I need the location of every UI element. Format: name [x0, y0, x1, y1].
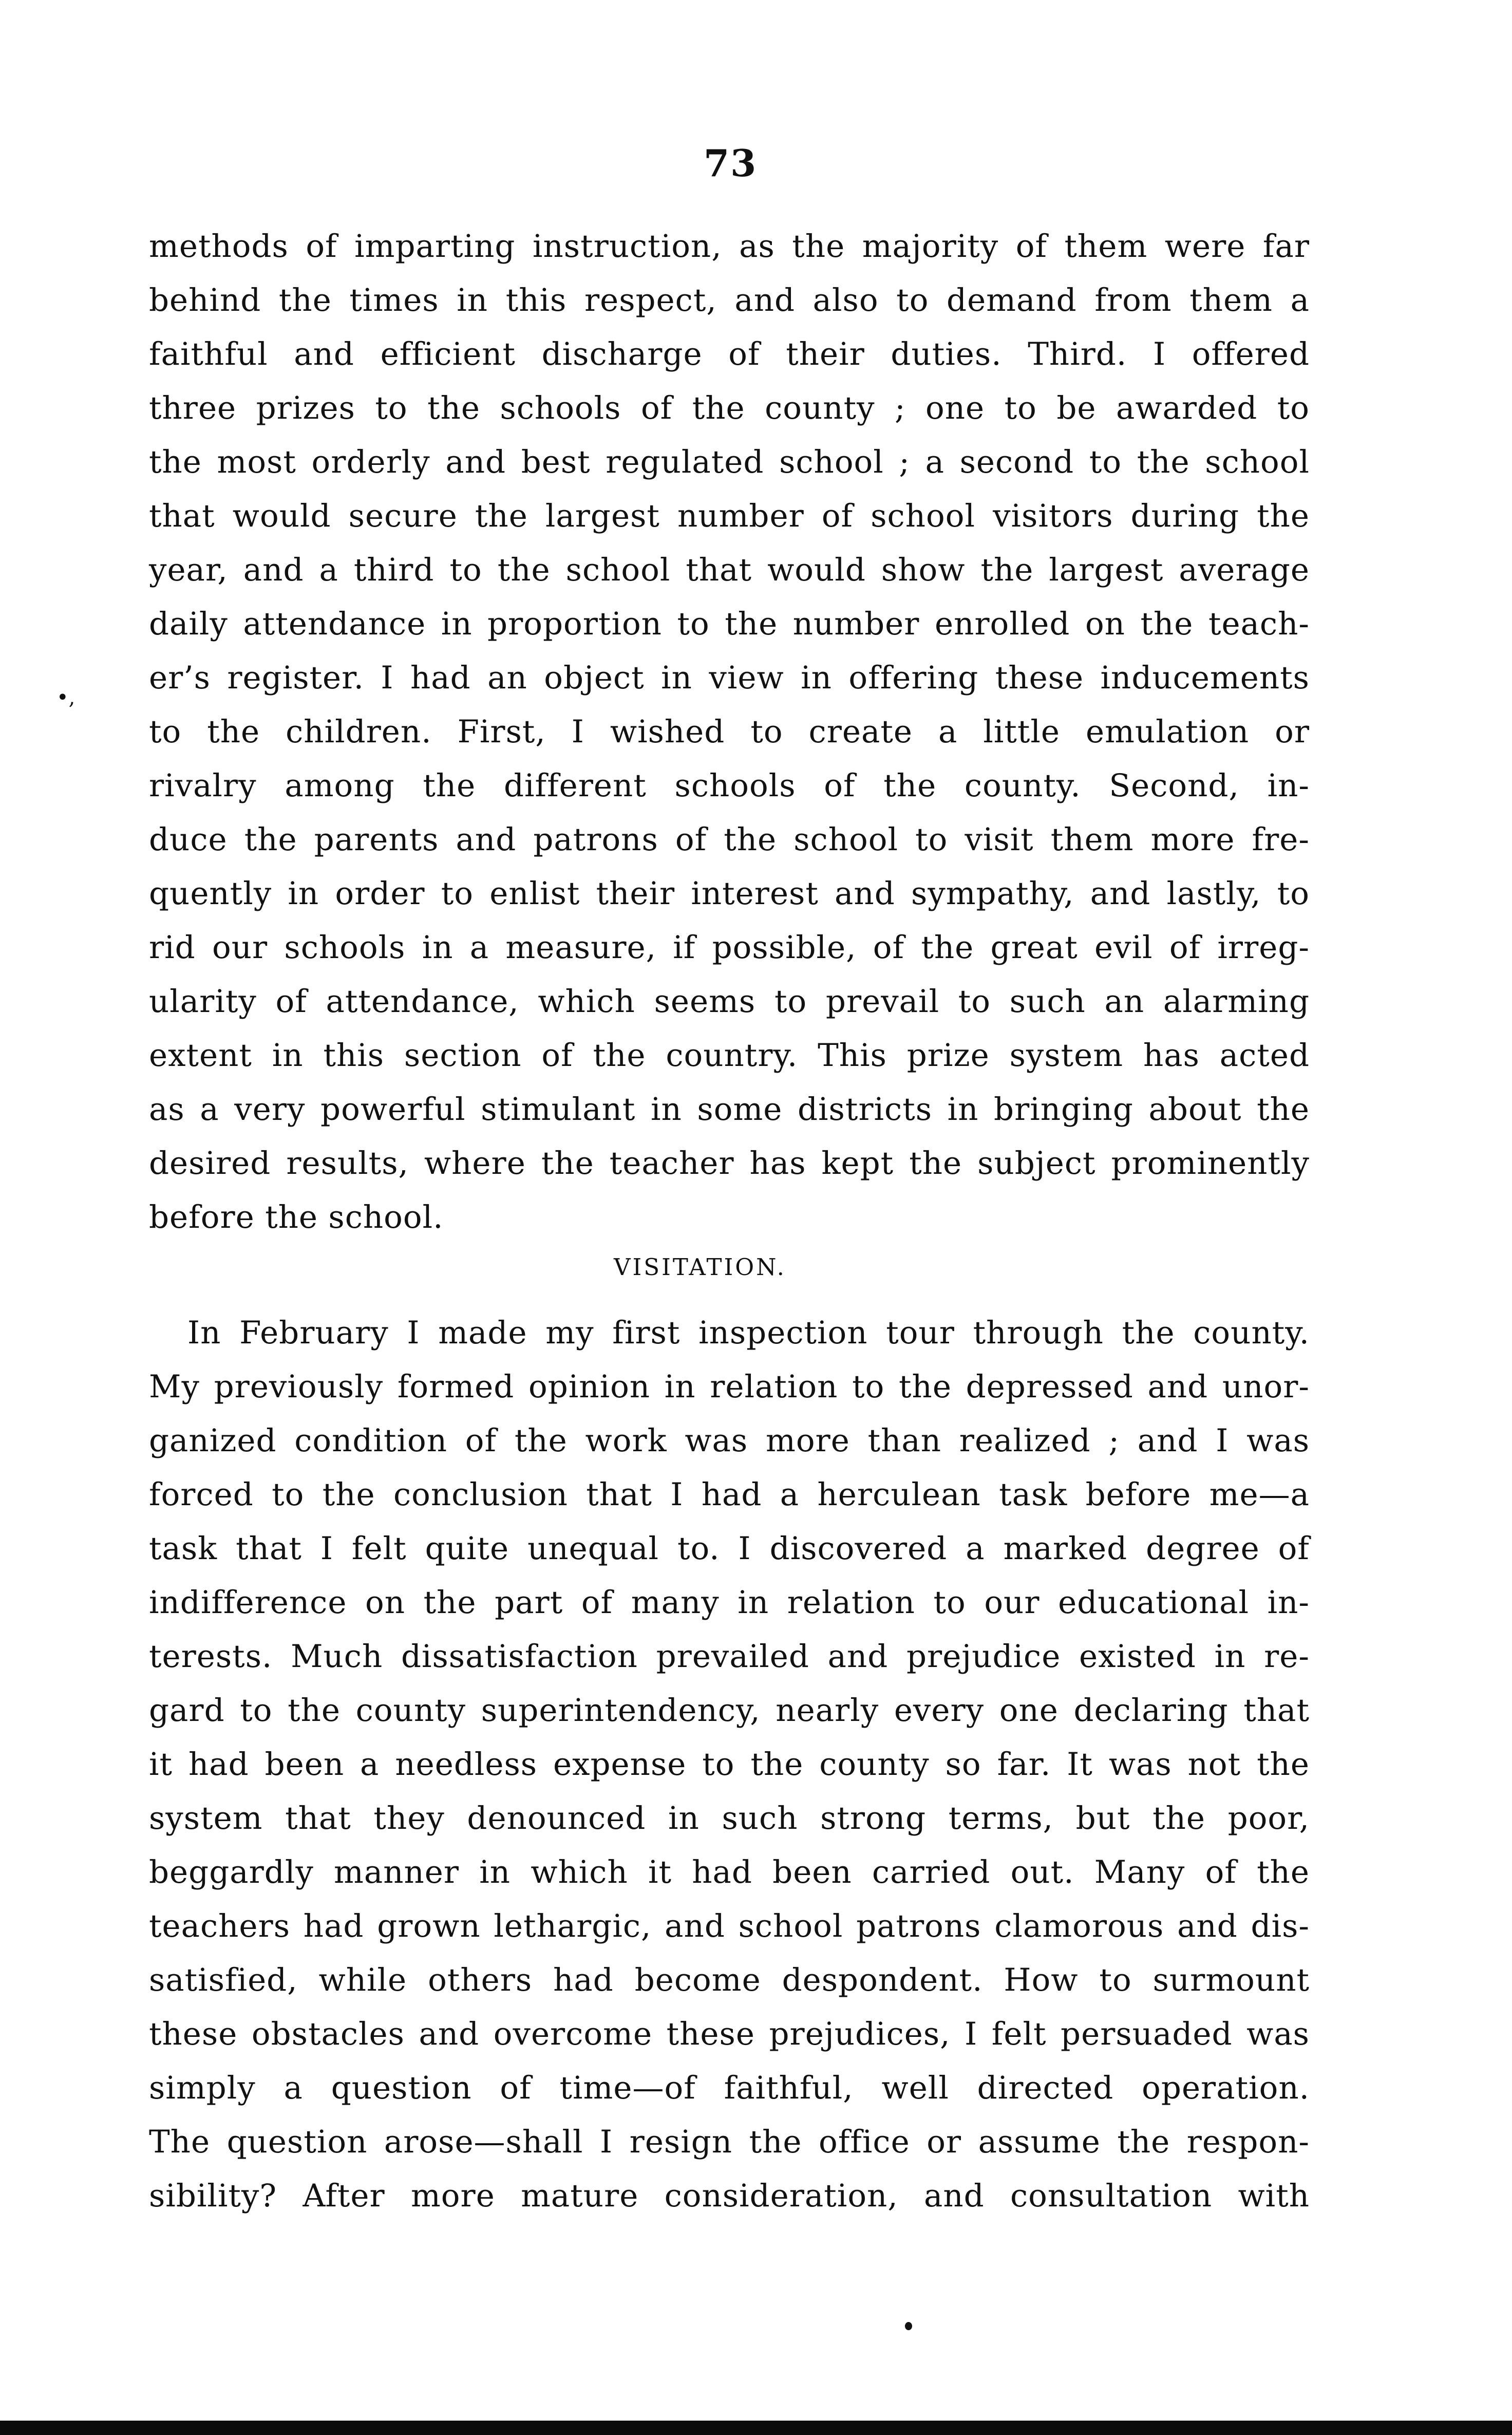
text-line: faithful and efficient discharge of their duties. Third. I offered: [149, 336, 1310, 372]
text-line: methods of imparting instruction, as the majority of them were far: [149, 228, 1310, 265]
text-line: it had been a needless expense to the county so far. It was not the: [149, 1746, 1310, 1783]
text-line: forced to the conclusion that I had a herculean task before me—a: [149, 1476, 1310, 1513]
text-line: task that I felt quite unequal to. I discovered a marked degree of: [149, 1530, 1310, 1567]
text-line: that would secure the largest number of school visitors during the: [149, 498, 1310, 534]
text-line: quently in order to enlist their interest and sympathy, and lastly, to: [149, 875, 1310, 912]
text-line: duce the parents and patrons of the school to visit them more fre-: [149, 821, 1310, 858]
text-line: desired results, where the teacher has kept the subject prominently: [149, 1145, 1310, 1182]
margin-mark: •,: [56, 686, 75, 709]
text-line: behind the times in this respect, and also to demand from them a: [149, 282, 1310, 319]
text-line: simply a question of time—of faithful, well directed operation.: [149, 2070, 1310, 2106]
text-line: these obstacles and overcome these prejudices, I felt persuaded was: [149, 2016, 1310, 2052]
text-line: before the school.: [149, 1199, 444, 1235]
text-line: sibility? After more mature consideration, and consultation with: [149, 2178, 1310, 2214]
ink-speck: [905, 2322, 912, 2330]
text-line: The question arose—shall I resign the office or assume the respon-: [149, 2124, 1310, 2160]
text-line: system that they denounced in such strong terms, but the poor,: [149, 1800, 1310, 1837]
text-line: as a very powerful stimulant in some districts in bringing about the: [149, 1091, 1310, 1128]
bottom-edge-rule: [0, 2421, 1512, 2435]
text-line: terests. Much dissatisfaction prevailed and prejudice existed in re-: [149, 1638, 1310, 1675]
text-line: ularity of attendance, which seems to prevail to such an alarming: [149, 983, 1310, 1020]
text-line: extent in this section of the country. This prize system has acted: [149, 1037, 1310, 1074]
page-number: 73: [704, 141, 758, 185]
text-line: beggardly manner in which it had been carried out. Many of the: [149, 1854, 1310, 1890]
text-line: three prizes to the schools of the county ; one to be awarded to: [149, 390, 1310, 426]
text-line: er’s register. I had an object in view in offering these inducements: [149, 660, 1310, 696]
text-line: satisfied, while others had become despondent. How to surmount: [149, 1962, 1310, 1998]
text-line: rid our schools in a measure, if possible, of the great evil of irreg-: [149, 929, 1310, 966]
text-line: teachers had grown lethargic, and school patrons clamorous and dis-: [149, 1908, 1310, 1944]
section-heading: VISITATION.: [614, 1253, 786, 1281]
text-line: to the children. First, I wished to create a little emulation or: [149, 714, 1310, 750]
text-line: In February I made my first inspection tour through the county.: [187, 1315, 1310, 1351]
text-line: ganized condition of the work was more than realized ; and I was: [149, 1422, 1310, 1459]
text-line: indifference on the part of many in relation to our educational in-: [149, 1584, 1310, 1621]
text-line: year, and a third to the school that would show the largest average: [149, 552, 1310, 588]
text-line: the most orderly and best regulated school ; a second to the school: [149, 444, 1310, 480]
text-line: My previously formed opinion in relation to the depressed and unor-: [149, 1369, 1310, 1405]
text-line: gard to the county superintendency, nearly every one declaring that: [149, 1692, 1310, 1729]
text-line: rivalry among the different schools of the county. Second, in-: [149, 767, 1310, 804]
text-line: daily attendance in proportion to the number enrolled on the teach-: [149, 606, 1310, 642]
